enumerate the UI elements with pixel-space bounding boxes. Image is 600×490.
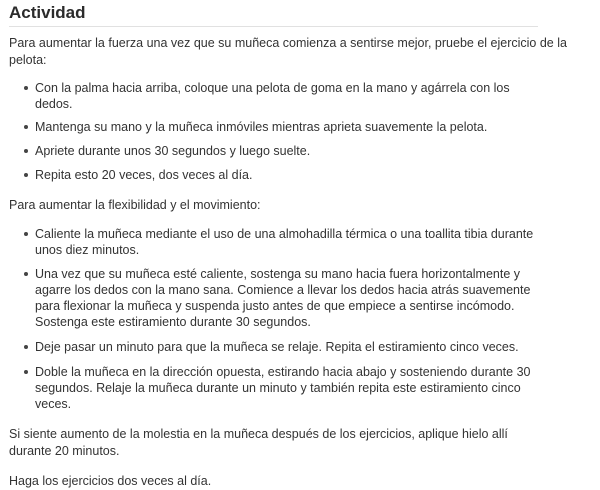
ice-note: Si siente aumento de la molestia en la muñeca después de los ejercicios, aplique hielo allí durante 20 minutos. [9, 427, 508, 458]
list-item [9, 266, 545, 330]
frequency-note: Haga los ejercicios dos veces al día. [9, 474, 212, 488]
bullet-icon [24, 232, 28, 236]
bullet-icon [24, 173, 28, 177]
list-item [9, 119, 545, 135]
list-item-text: Apriete durante unos 30 segundos y luego suelte. [35, 144, 311, 158]
bullet-icon [24, 125, 28, 129]
list-item-text: Mantenga su mano y la muñeca inmóviles mientras aprieta suavemente la pelota. [35, 120, 488, 134]
bullet-icon [24, 370, 28, 374]
strength-list [9, 80, 591, 183]
list-item-text: Repita esto 20 veces, dos veces al día. [35, 168, 253, 182]
intro-flexibility: Para aumentar la flexibilidad y el movimiento: [9, 198, 261, 212]
list-item [9, 143, 545, 159]
bullet-icon [24, 272, 28, 276]
bullet-icon [24, 345, 28, 349]
list-item [9, 80, 545, 112]
section-title: Actividad [9, 3, 86, 22]
flexibility-list [9, 226, 591, 412]
list-item [9, 167, 545, 183]
intro-strength: Para aumentar la fuerza una vez que su muñeca comienza a sentirse mejor, pruebe el ejercicio de la pelota: [9, 36, 567, 67]
list-item-text: Deje pasar un minuto para que la muñeca se relaje. Repita el estiramiento cinco veces. [35, 340, 519, 354]
list-item-text: Con la palma hacia arriba, coloque una pelota de goma en la mano y agárrela con los dedos. [35, 81, 510, 111]
list-item [9, 339, 545, 355]
list-item-text: Caliente la muñeca mediante el uso de una almohadilla térmica o una toallita tibia durante unos diez minutos. [35, 227, 534, 257]
list-item [9, 364, 545, 412]
list-item-text: Una vez que su muñeca esté caliente, sostenga su mano hacia fuera horizontalmente y agarre los dedos con la mano sana. Comience a llevar los dedos hacia atrás suavemente para flexionar la muñeca y suspenda justo antes de que empiece a sentirse incómodo. Sostenga este estiramiento durante 30 segundos. [35, 267, 531, 329]
bullet-icon [24, 149, 28, 153]
list-item-text: Doble la muñeca en la dirección opuesta, estirando hacia abajo y sosteniendo durante 30 segundos. Relaje la muñeca durante un minuto y también repita este estiramiento cinco veces. [35, 365, 531, 411]
title-divider [9, 26, 538, 27]
list-item [9, 226, 545, 258]
bullet-icon [24, 86, 28, 90]
